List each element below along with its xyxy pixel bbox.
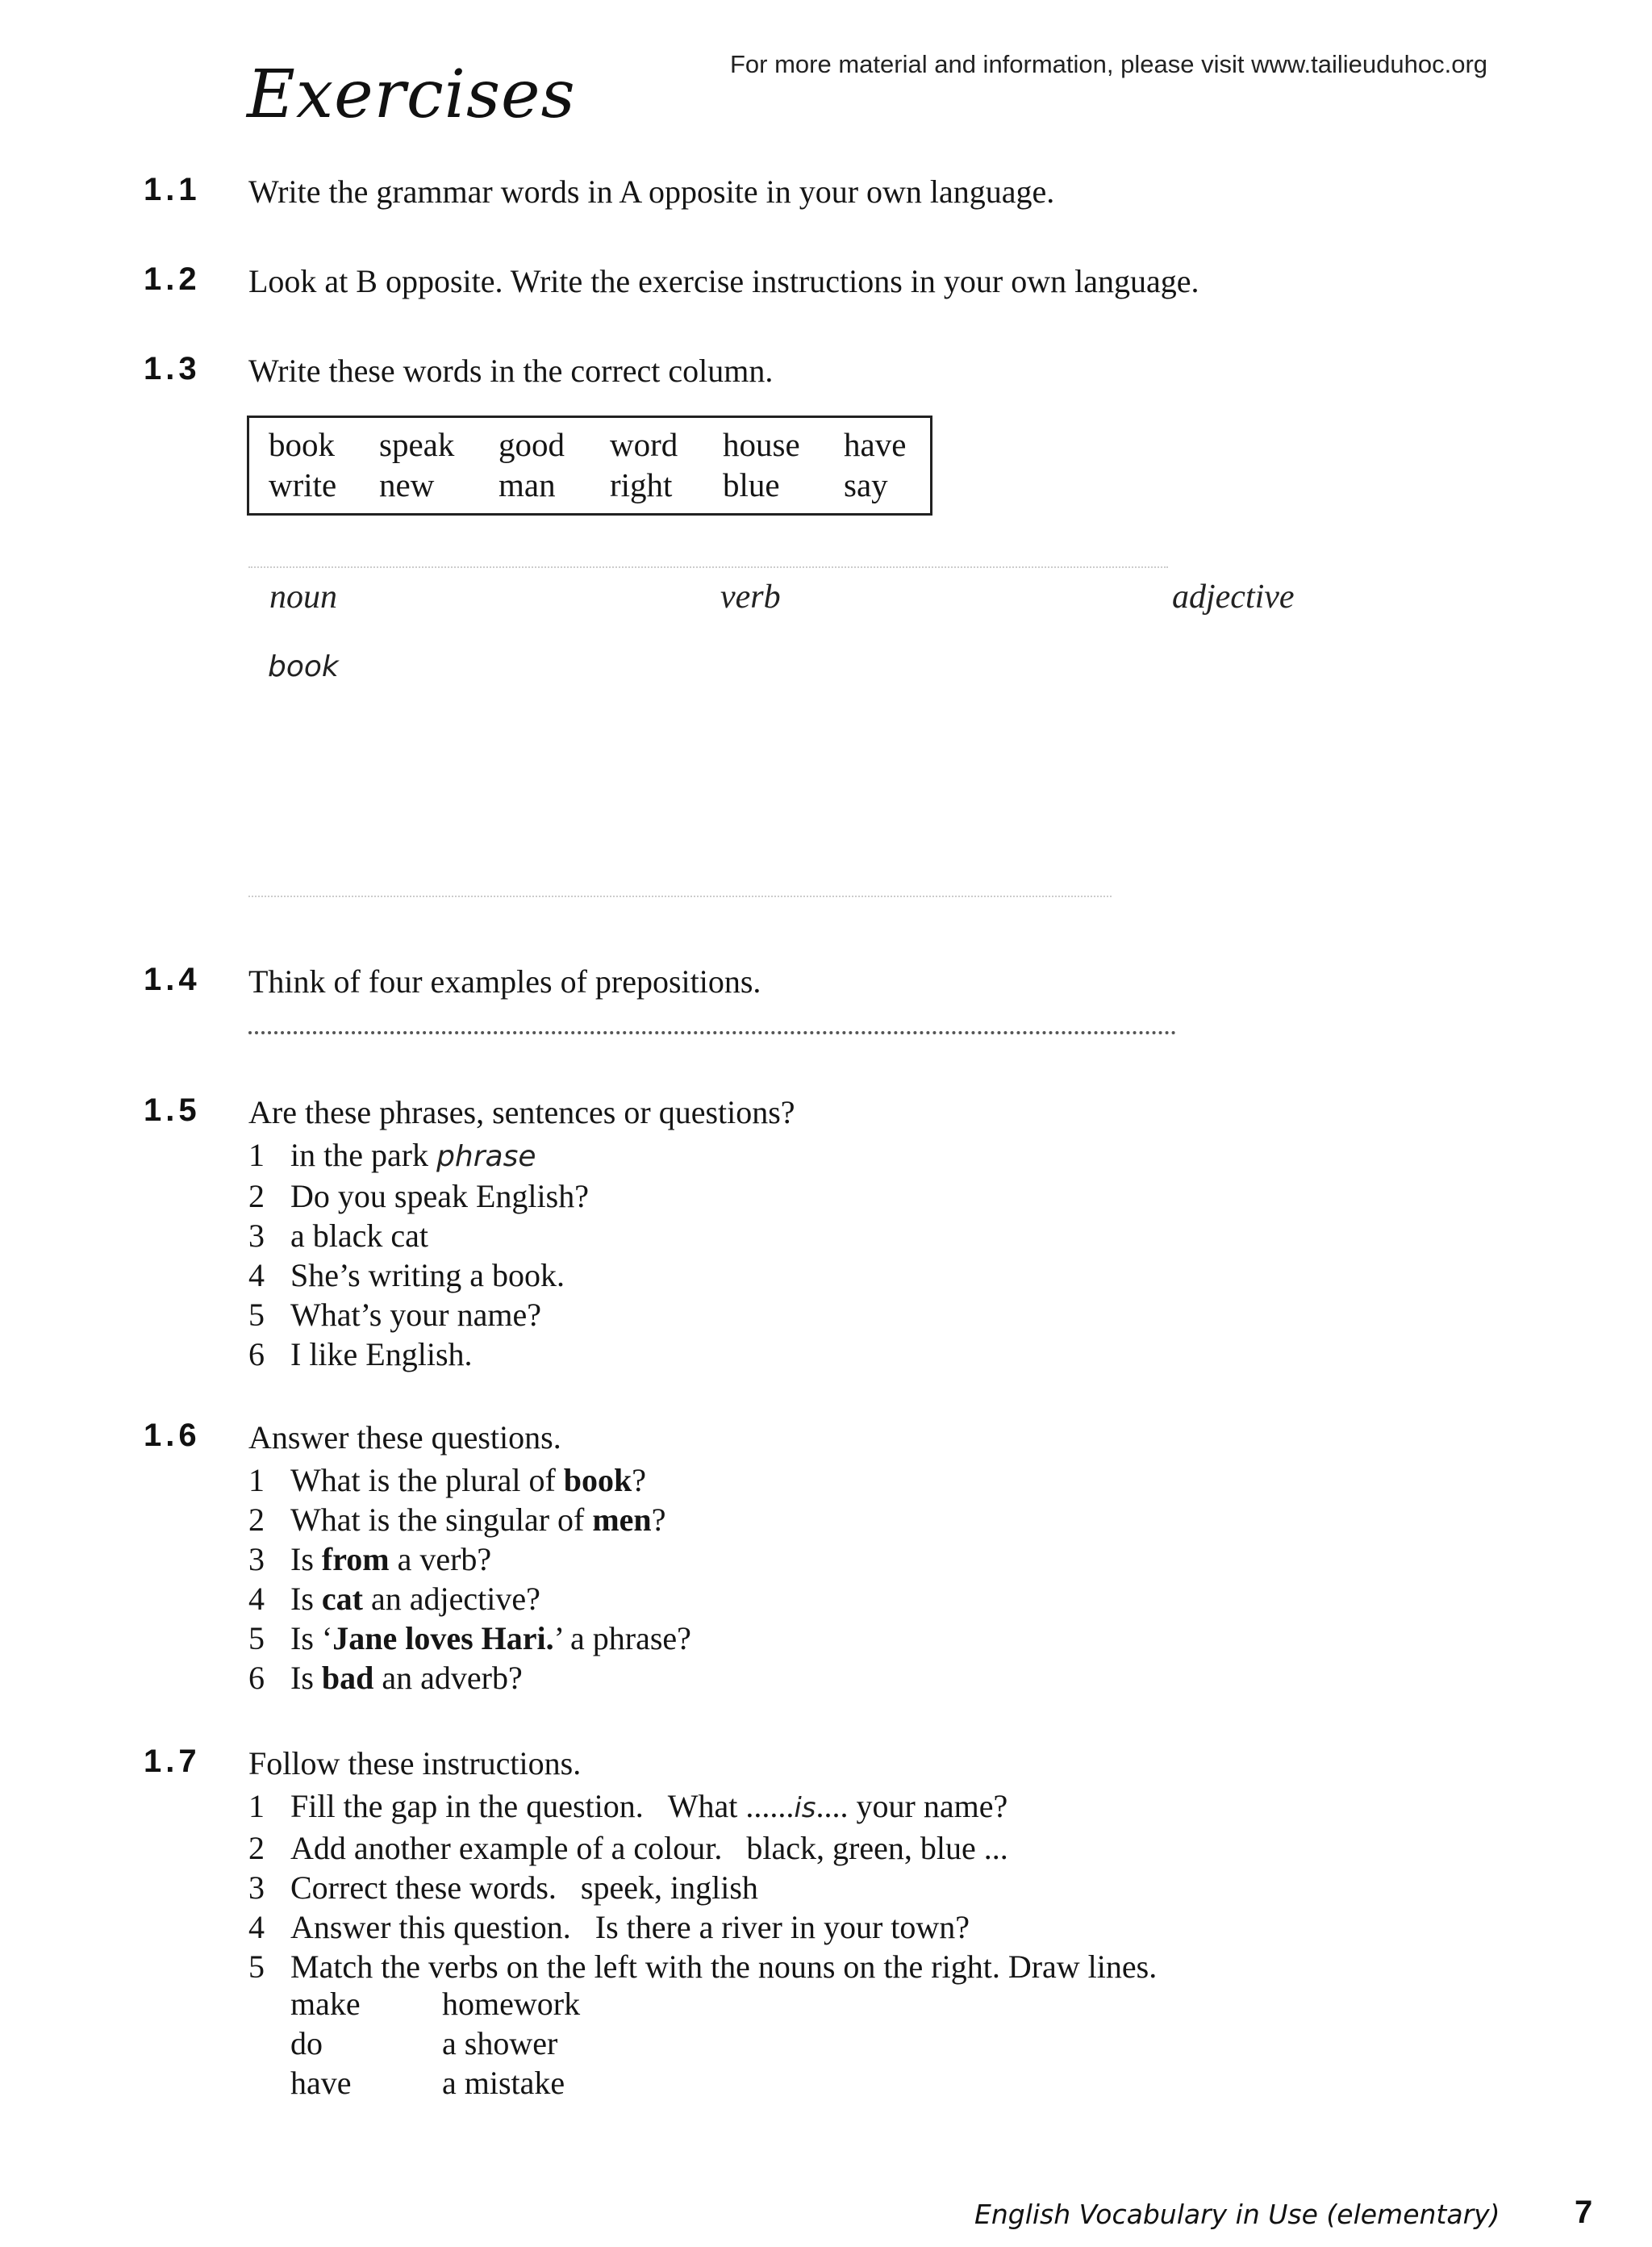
list-item: 2 Add another example of a colour. black, green, blue ...	[248, 1830, 1008, 1866]
answer-dotted-line[interactable]	[248, 1031, 1176, 1034]
word: blue	[723, 466, 780, 503]
matching-pairs	[290, 1984, 580, 2103]
list-item: 1 Fill the gap in the question. What ......is.... your name?	[248, 1788, 1008, 1824]
word: write	[269, 466, 337, 503]
exercise-instruction-1-7: Follow these instructions.	[248, 1745, 582, 1781]
column-top-rule	[248, 566, 1168, 568]
exercise-instruction-1-5: Are these phrases, sentences or questions?	[248, 1094, 795, 1130]
word: house	[723, 426, 800, 463]
word: say	[844, 466, 888, 503]
page-number: 7	[1575, 2195, 1593, 2230]
list-item: 2 Do you speak English?	[248, 1178, 589, 1214]
exercise-instruction-1-1: Write the grammar words in A opposite in your own language.	[248, 173, 1055, 210]
match-row: make homework	[290, 1986, 581, 2022]
list-item: 3 a black cat	[248, 1217, 428, 1254]
column-head-adjective: adjective	[1172, 578, 1295, 616]
exercise-number-1-5: 1 . 5	[144, 1092, 197, 1128]
list-item: 6 I like English.	[248, 1336, 473, 1372]
word-row-1	[269, 424, 930, 465]
list-item: 3 Is from a verb?	[248, 1541, 492, 1577]
list-item: 4 Answer this question. Is there a river in your town?	[248, 1909, 970, 1945]
exercise-list-1-6	[248, 1460, 691, 1698]
exercise-list-1-7	[248, 1786, 1157, 1986]
word: new	[379, 466, 435, 503]
list-item: 5 Is ‘Jane loves Hari.’ a phrase?	[248, 1620, 691, 1656]
exercise-number-1-6: 1 . 6	[144, 1418, 197, 1453]
page-title: Exercises	[247, 56, 576, 133]
exercise-instruction-1-4: Think of four examples of prepositions.	[248, 963, 761, 1000]
exercise-number-1-2: 1 . 2	[144, 261, 197, 297]
list-item: 5 What’s your name?	[248, 1297, 541, 1333]
list-item: 2 What is the singular of men?	[248, 1501, 666, 1538]
word-row-2	[269, 465, 930, 505]
word-box	[247, 416, 932, 516]
list-item: 5 Match the verbs on the left with the nouns on the right. Draw lines.	[248, 1948, 1158, 1985]
list-item: 3 Correct these words. speek, inglish	[248, 1869, 758, 1906]
exercise-number-1-1: 1 . 1	[144, 172, 197, 207]
match-row: have a mistake	[290, 2065, 565, 2101]
word: man	[499, 466, 556, 503]
exercise-number-1-7: 1 . 7	[144, 1744, 197, 1779]
footer-book-title: English Vocabulary in Use (elementary)	[974, 2199, 1500, 2230]
exercise-instruction-1-3: Write these words in the correct column.	[248, 353, 774, 389]
word: speak	[379, 426, 455, 463]
match-row: do a shower	[290, 2025, 558, 2061]
word: good	[499, 426, 565, 463]
site-note: For more material and information, please visit www.tailieuduhoc.org	[730, 50, 1488, 78]
word: word	[610, 426, 678, 463]
exercise-instruction-1-2: Look at B opposite. Write the exercise instructions in your own language.	[248, 263, 1199, 299]
list-item: 6 Is bad an adverb?	[248, 1660, 523, 1696]
word: book	[269, 426, 335, 463]
exercise-number-1-3: 1 . 3	[144, 351, 197, 386]
column-bottom-rule	[248, 896, 1112, 897]
word: have	[844, 426, 907, 463]
exercise-list-1-5	[248, 1135, 589, 1374]
column-head-verb: verb	[720, 578, 781, 616]
exercise-instruction-1-6: Answer these questions.	[248, 1419, 561, 1456]
column-head-noun: noun	[269, 578, 337, 616]
word: right	[610, 466, 673, 503]
list-item: 4 Is cat an adjective?	[248, 1581, 540, 1617]
list-item: 1 What is the plural of book?	[248, 1462, 647, 1498]
handwritten-answer: phrase	[436, 1140, 536, 1173]
exercise-number-1-4: 1 . 4	[144, 962, 197, 997]
handwritten-answer-noun: book	[268, 650, 339, 683]
handwritten-answer: is	[794, 1792, 816, 1824]
list-item: 1 in the park phrase	[248, 1137, 536, 1173]
list-item: 4 She’s writing a book.	[248, 1257, 565, 1293]
